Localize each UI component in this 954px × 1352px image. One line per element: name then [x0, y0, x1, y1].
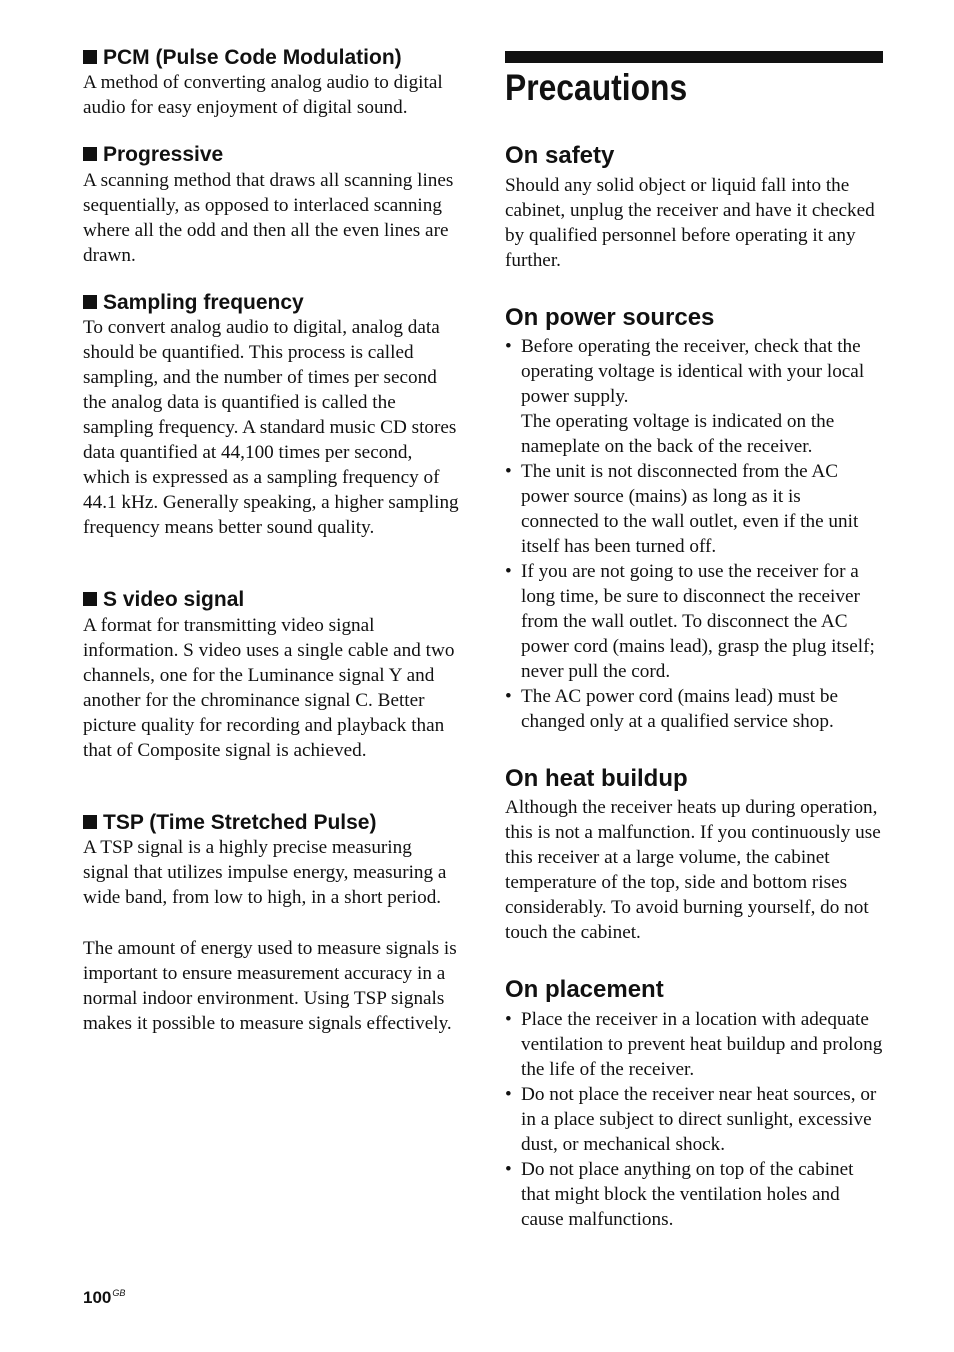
page-title: Precautions: [505, 67, 688, 108]
page-suffix: GB: [112, 1288, 126, 1298]
bullet-dot-icon: •: [505, 461, 512, 482]
bullet-dot-icon: •: [505, 1159, 512, 1180]
list-on-power-sources: [505, 334, 883, 734]
text-on-safety: Should any solid object or liquid fall into the cabinet, unplug the receiver and have it checked by qualified personnel before operating it any further.: [505, 175, 875, 271]
glossary-term-sampling-frequency: Sampling frequency: [83, 291, 304, 315]
list-item: • Do not place anything on top of the cabinet that might block the ventilation holes and cause malfunctions.: [505, 1159, 854, 1230]
page-number: $100^{GB}$: [83, 1288, 126, 1307]
glossary-term-tsp: TSP (Time Stretched Pulse): [83, 811, 376, 835]
glossary-term-progressive: Progressive: [83, 143, 223, 167]
list-item: • The unit is not disconnected from the AC power source (mains) as long as it is connected to the wall outlet, even if the unit itself has been turned off.: [505, 461, 859, 557]
glossary-definition-progressive: A scanning method that draws all scanning lines sequentially, as opposed to interlaced scanning where all the odd and then all the even lines are drawn.: [83, 170, 454, 266]
text-on-heat-buildup: Although the receiver heats up during operation, this is not a malfunction. If you continuously use this receiver at a large volume, the cabinet temperature of the top, side and bottom rises considerably. To avoid burning yourself, do not touch the cabinet.: [505, 797, 881, 943]
bullet-dot-icon: •: [505, 1084, 512, 1105]
heading-on-safety: On safety: [505, 142, 615, 169]
list-item: • Do not place the receiver near heat sources, or in a place subject to direct sunlight, excessive dust, or mechanical shock.: [505, 1084, 877, 1155]
bullet-dot-icon: •: [505, 336, 512, 357]
bullet-dot-icon: •: [505, 1009, 512, 1030]
heading-on-power-sources: On power sources: [505, 304, 715, 331]
square-bullet-icon: [83, 592, 97, 606]
glossary-definition-tsp-continued: The amount of energy used to measure signals is important to ensure measurement accuracy in a normal indoor environment. Using TSP signals makes it possible to measure signals effectively.: [83, 938, 457, 1034]
glossary-term-pcm: PCM (Pulse Code Modulation): [83, 46, 402, 70]
square-bullet-icon: [83, 147, 97, 161]
list-item: • The AC power cord (mains lead) must be changed only at a qualified service shop.: [505, 686, 839, 732]
list-on-placement: [505, 1007, 883, 1232]
heading-on-heat-buildup: On heat buildup: [505, 765, 688, 792]
bullet-dot-icon: •: [505, 686, 512, 707]
list-item: • Place the receiver in a location with adequate ventilation to prevent heat buildup and prolong the life of the receiver.: [505, 1009, 883, 1080]
bullet-dot-icon: •: [505, 561, 512, 582]
square-bullet-icon: [83, 295, 97, 309]
heading-on-placement: On placement: [505, 976, 664, 1003]
glossary-definition-s-video: A format for transmitting video signal information. S video uses a single cable and two channels, one for the Luminance signal Y and another for the chrominance signal C. Better picture quality for recording and playback than that of Composite signal is achieved.: [83, 615, 455, 761]
list-item: • Before operating the receiver, check that the operating voltage is identical with your local power supply. The operating voltage is indicated on the nameplate on the back of the receiver.: [505, 336, 865, 457]
glossary-definition-pcm: A method of converting analog audio to digital audio for easy enjoyment of digital sound.: [83, 72, 443, 118]
glossary-definition-sampling-frequency: To convert analog audio to digital, analog data should be quantified. This process is called sampling, and the number of times per second the analog data is quantified is called the sampling frequency. A standard music CD stores data quantified at 44,100 times per second, which is expressed as a sampling frequency of 44.1 kHz. Generally speaking, a higher sampling frequency means better sound quality.: [83, 317, 459, 538]
square-bullet-icon: [83, 815, 97, 829]
square-bullet-icon: [83, 50, 97, 64]
glossary-definition-tsp: A TSP signal is a highly precise measuring signal that utilizes impulse energy, measuring a wide band, from low to high, in a short period.: [83, 837, 447, 908]
glossary-term-s-video: S video signal: [83, 588, 244, 612]
list-item: • If you are not going to use the receiver for a long time, be sure to disconnect the receiver from the wall outlet. To disconnect the AC power cord (mains lead), grasp the plug itself; never pull the cord.: [505, 561, 875, 682]
